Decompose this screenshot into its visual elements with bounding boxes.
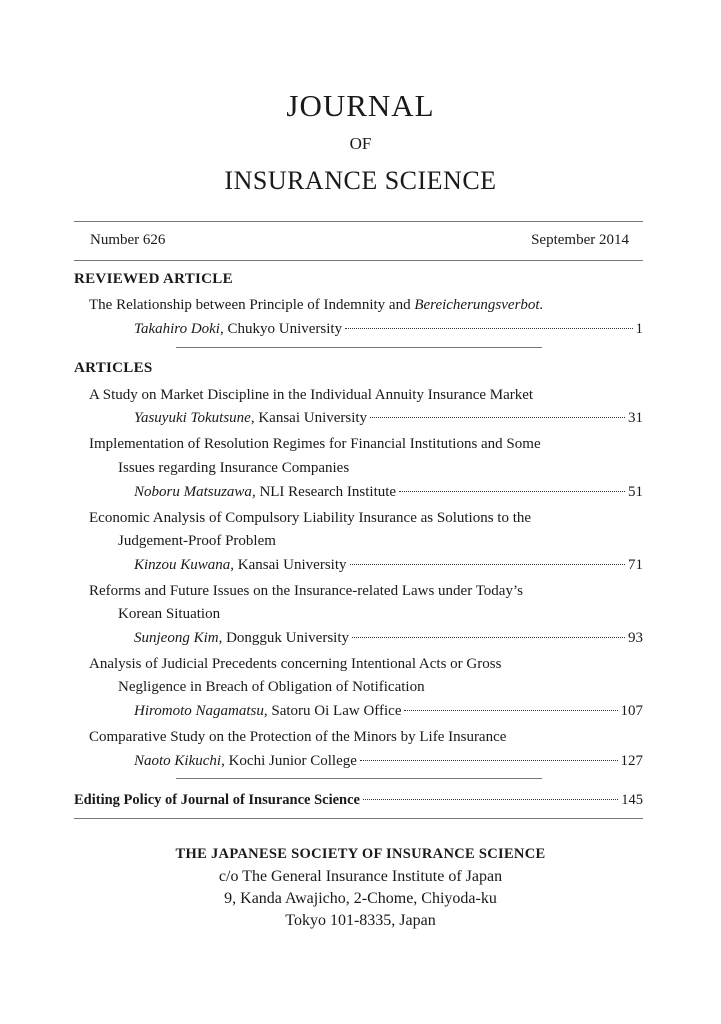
toc-entry-title-cont[interactable]: Negligence in Breach of Obligation of Notification [118, 679, 425, 695]
editing-policy-entry[interactable] [74, 792, 643, 809]
journal-title-line2: OF [349, 134, 372, 153]
bottom-divider [74, 818, 643, 819]
top-divider [74, 221, 643, 222]
toc-entry-author-row [134, 484, 643, 501]
author-affiliation: , Kansai University [250, 410, 368, 426]
toc-entry-title[interactable]: Reforms and Future Issues on the Insurance-related Laws under Today’s [89, 583, 523, 599]
toc-entry-author-row [134, 321, 643, 338]
toc-entry-title-cont[interactable]: Issues regarding Insurance Companies [118, 460, 350, 476]
dot-leader [404, 710, 617, 711]
toc-entry-title[interactable]: The Relationship between Principle of Indemnity and Bereicherungsverbot. [89, 297, 544, 313]
author-affiliation: , Chukyo University [219, 321, 343, 337]
toc-entry-author-row [134, 703, 643, 720]
section-divider [176, 778, 542, 779]
author-name: Yasuyuki Tokutsune [134, 410, 251, 426]
journal-title-line1: JOURNAL [286, 88, 435, 123]
dot-leader [345, 328, 632, 329]
title-italic-term: Bereicherungsverbot. [414, 297, 544, 313]
dot-leader [363, 799, 618, 800]
issue-date: September 2014 [531, 232, 629, 248]
section-heading-reviewed: REVIEWED ARTICLE [74, 271, 233, 287]
author-name: Kinzou Kuwana [134, 557, 231, 573]
toc-entry-title-cont[interactable]: Korean Situation [118, 606, 221, 622]
toc-entry-title[interactable]: Analysis of Judicial Precedents concerning Intentional Acts or Gross [89, 656, 502, 672]
toc-entry-title[interactable]: Economic Analysis of Compulsory Liability Insurance as Solutions to the [89, 510, 532, 526]
author-name: Hiromoto Nagamatsu [134, 703, 264, 719]
author-affiliation: , Satoru Oi Law Office [263, 703, 402, 719]
toc-entry-title[interactable]: Implementation of Resolution Regimes for Financial Institutions and Some [89, 436, 541, 452]
page-number: 145 [621, 792, 643, 808]
dot-leader [370, 417, 625, 418]
section-heading-articles: ARTICLES [74, 360, 153, 376]
toc-entry-author-row [134, 753, 643, 770]
section-divider [176, 347, 542, 348]
toc-entry-author-row [134, 410, 643, 427]
toc-entry-author-row [134, 630, 643, 647]
page-number: 1 [635, 321, 643, 337]
author-affiliation: , NLI Research Institute [251, 484, 397, 500]
dot-leader [352, 637, 625, 638]
page-number: 107 [620, 703, 643, 719]
author-name: Noboru Matsuzawa [134, 484, 252, 500]
dot-leader [399, 491, 625, 492]
author-affiliation: , Kansai University [230, 557, 347, 573]
page-number: 127 [620, 753, 643, 769]
author-name: Takahiro Doki [134, 321, 220, 337]
toc-entry-author-row [134, 557, 643, 574]
page-number: 31 [628, 410, 643, 426]
page-number: 93 [628, 630, 643, 646]
toc-entry-title[interactable]: A Study on Market Discipline in the Individual Annuity Insurance Market [89, 387, 534, 403]
issue-number: Number 626 [90, 232, 166, 248]
toc-entry-title-cont[interactable]: Judgement-Proof Problem [118, 533, 276, 549]
author-name: Naoto Kikuchi [134, 753, 222, 769]
author-affiliation: , Kochi Junior College [221, 753, 357, 769]
editing-policy-label: Editing Policy of Journal of Insurance Science [74, 792, 360, 808]
society-address-line2: 9, Kanda Awajicho, 2-Chome, Chiyoda-ku [224, 890, 497, 907]
toc-entry-title[interactable]: Comparative Study on the Protection of the Minors by Life Insurance [89, 729, 507, 745]
issue-divider [74, 260, 643, 261]
society-name: THE JAPANESE SOCIETY OF INSURANCE SCIENCE [175, 846, 546, 862]
dot-leader [360, 760, 618, 761]
page-number: 51 [628, 484, 643, 500]
page-number: 71 [628, 557, 643, 573]
society-address-line1: c/o The General Insurance Institute of Japan [218, 868, 503, 885]
society-address-line3: Tokyo 101-8335, Japan [285, 912, 436, 929]
author-name: Sunjeong Kim [134, 630, 219, 646]
author-affiliation: , Dongguk University [218, 630, 350, 646]
dot-leader [350, 564, 625, 565]
journal-title-line3: INSURANCE SCIENCE [224, 166, 497, 195]
